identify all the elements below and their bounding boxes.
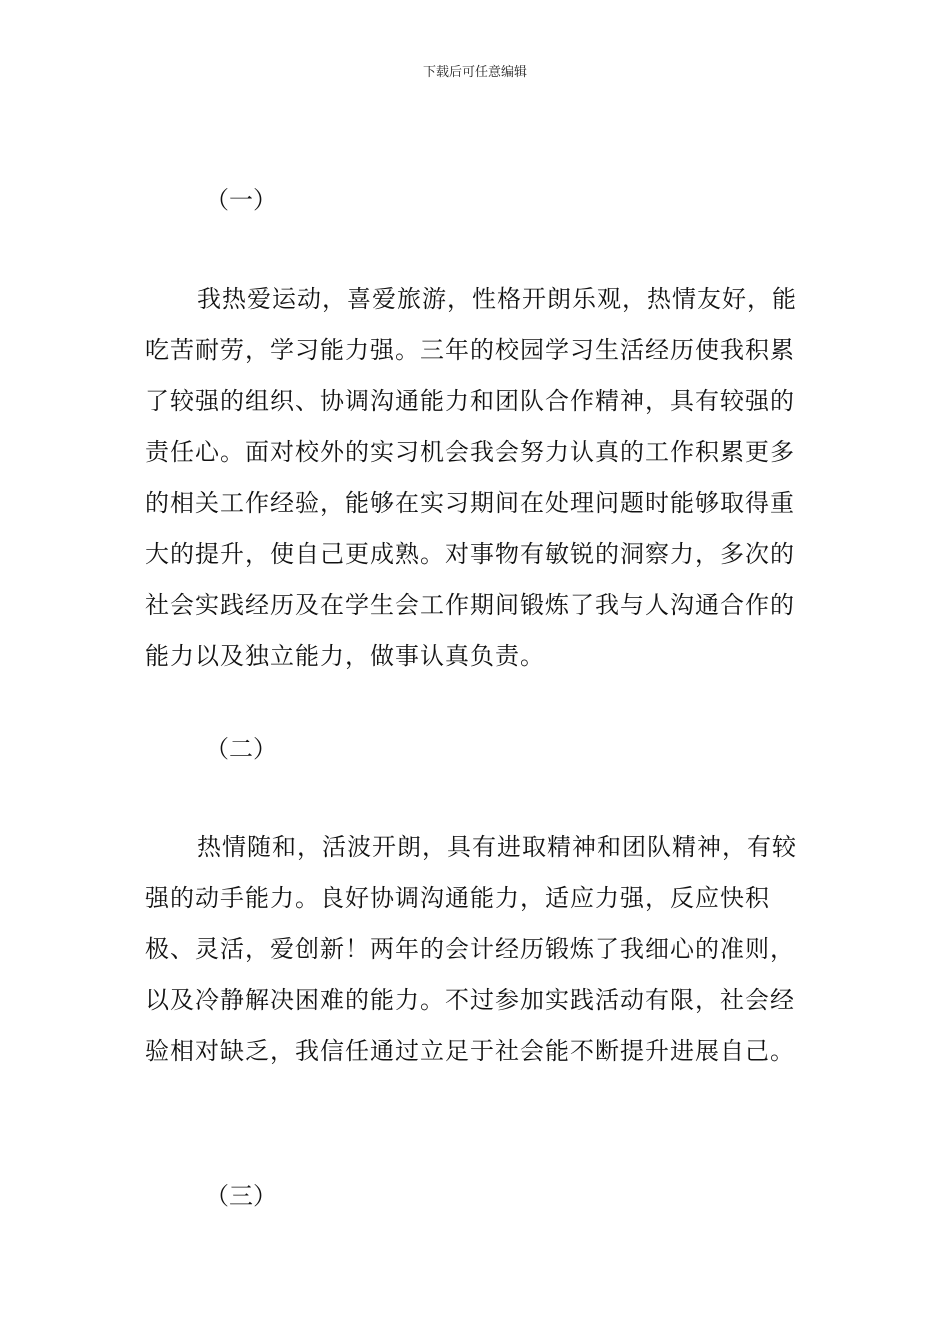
section-paragraph-2: 热情随和，活波开朗，具有进取精神和团队精神，有较强的动手能力。良好协调沟通能力，适应力强，反应快积极、灵活，爱创新！两年的会计经历锻炼了我细心的准则，以及冷静解决困难的能力。不过参加实践活动有限，社会经验相对缺乏，我信任通过立足于社会能不断提升进展自己。 <box>145 833 797 1065</box>
section-heading-3: （三） <box>205 1182 277 1210</box>
page-header-note: 下载后可任意编辑 <box>422 65 527 80</box>
section-paragraph-1: 我热爱运动，喜爱旅游，性格开朗乐观，热情友好，能吃苦耐劳，学习能力强。三年的校园学习生活经历使我积累了较强的组织、协调沟通能力和团队合作精神，具有较强的责任心。面对校外的实习机会我会努力认真的工作积累更多的相关工作经验，能够在实习期间在处理问题时能够取得重大的提升，使自己更成熟。对事物有敏锐的洞察力，多次的社会实践经历及在学生会工作期间锻炼了我与人沟通合作的能力以及独立能力，做事认真负责。 <box>145 285 797 670</box>
section-heading-1: （一） <box>205 186 277 214</box>
section-heading-2: （二） <box>205 735 277 763</box>
